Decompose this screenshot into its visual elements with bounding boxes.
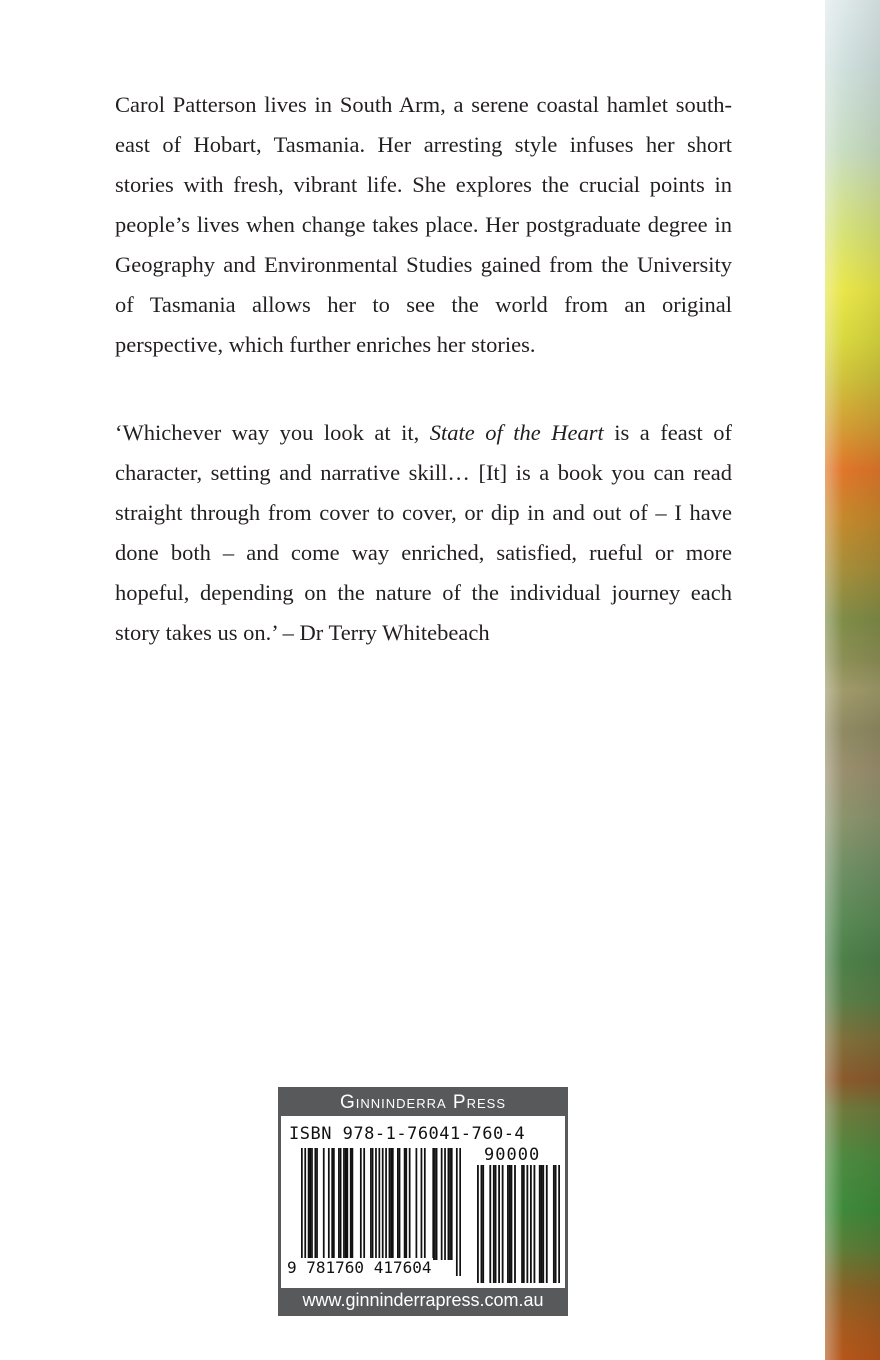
addon-bar: [530, 1165, 532, 1283]
barcode-bar: [340, 1148, 342, 1260]
barcode-bar: [350, 1148, 352, 1260]
barcode-bar: [308, 1148, 310, 1260]
barcode-bar: [456, 1148, 458, 1276]
addon-bar: [489, 1165, 491, 1283]
addon-bar: [477, 1165, 479, 1283]
addon-bar: [523, 1165, 525, 1283]
barcode-bar: [390, 1148, 392, 1260]
addon-barcode: [477, 1165, 560, 1283]
barcode-bar: [309, 1148, 311, 1260]
addon-bar: [482, 1165, 484, 1283]
addon-bar: [546, 1165, 548, 1283]
barcode-bar: [397, 1148, 399, 1260]
barcode-bar: [363, 1148, 365, 1260]
barcode-bar: [370, 1148, 372, 1260]
addon-bar: [498, 1165, 500, 1283]
barcode-bar: [421, 1148, 423, 1260]
barcode-bar: [375, 1148, 377, 1260]
isbn-text: ISBN 978-1-76041-760-4: [289, 1124, 526, 1144]
addon-bar: [502, 1165, 504, 1283]
barcode-bar: [345, 1148, 347, 1260]
barcode-bar: [441, 1148, 443, 1260]
addon-bar: [507, 1165, 509, 1283]
addon-bar: [539, 1165, 541, 1283]
barcode-bar: [404, 1148, 406, 1260]
publisher-name: Ginninderra Press: [281, 1090, 565, 1116]
addon-bar: [558, 1165, 560, 1283]
isbn-barcode-box: [278, 1087, 568, 1316]
barcode-bar: [392, 1148, 394, 1260]
barcode-bar: [343, 1148, 345, 1260]
addon-bar: [509, 1165, 511, 1283]
publisher-website: www.ginninderrapress.com.au: [281, 1288, 565, 1313]
addon-bar: [553, 1165, 555, 1283]
price-code: 90000: [484, 1145, 541, 1165]
barcode-bar: [416, 1148, 418, 1260]
barcode-bar: [399, 1148, 401, 1260]
book-title: State of the Heart: [429, 420, 604, 445]
barcode-bar: [459, 1148, 461, 1276]
addon-bar: [526, 1165, 528, 1283]
barcode-bar: [382, 1148, 384, 1276]
author-bio-text: Carol Patterson lives in South Arm, a serene coastal hamlet south-east of Hobart, Tasmania. Her arresting style infuses her short stories with fresh, vibrant life. She explores the crucial points in people’s lives when change takes place. Her postgraduate degree in Geography and Environmental Studies gained from the University of Tasmania allows her to see the world from an original perspective, which further enriches her stories.: [115, 92, 732, 357]
barcode-bar: [424, 1148, 426, 1260]
barcode-bar: [378, 1148, 380, 1276]
barcode-bar: [333, 1148, 335, 1260]
addon-bar: [521, 1165, 523, 1283]
ean-barcode: [301, 1148, 461, 1276]
addon-bar: [493, 1165, 495, 1283]
barcode-bar: [311, 1148, 313, 1260]
barcode-bar: [405, 1148, 407, 1260]
barcode-bar: [316, 1148, 318, 1260]
barcode-bar: [360, 1148, 362, 1260]
addon-bar: [555, 1165, 557, 1283]
barcode-bar: [314, 1148, 316, 1260]
addon-bar: [514, 1165, 516, 1283]
barcode-bar: [444, 1148, 446, 1260]
barcode-bar: [451, 1148, 453, 1260]
barcode-bar: [304, 1148, 306, 1276]
addon-bar: [495, 1165, 497, 1283]
barcode-bar: [338, 1148, 340, 1260]
addon-bar: [481, 1165, 483, 1283]
barcode-bar: [448, 1148, 450, 1260]
review-quote-opening: ‘Whichever way you look at it,: [115, 420, 430, 445]
barcode-bar: [436, 1148, 438, 1260]
barcode-bar: [301, 1148, 303, 1276]
addon-bar: [511, 1165, 513, 1283]
barcode-bar: [432, 1148, 434, 1260]
review-quote: [115, 413, 732, 653]
barcode-bar: [346, 1148, 348, 1260]
barcode-bar: [372, 1148, 374, 1260]
review-quote-body: is a feast of character, setting and narrative skill… [It] is a book you can read straight through from cover to cover, or dip in and out of – I have done both – and come way enriched, satisfied, rueful or more hopeful, depending on the nature of the individual journey each story takes us on.’ – Dr Terry Whitebeach: [115, 420, 732, 645]
barcode-bar: [409, 1148, 411, 1260]
barcode-bar: [385, 1148, 387, 1260]
addon-bar: [534, 1165, 536, 1283]
barcode-bar: [352, 1148, 354, 1260]
addon-bar: [542, 1165, 544, 1283]
barcode-bar: [328, 1148, 330, 1260]
addon-bar: [541, 1165, 543, 1283]
barcode-bar: [323, 1148, 325, 1260]
author-bio: [115, 85, 732, 365]
spine-artwork: [825, 0, 880, 1360]
barcode-bar: [449, 1148, 451, 1260]
barcode-bar: [389, 1148, 391, 1260]
barcode-bar: [331, 1148, 333, 1260]
ean-digits: 9 781760 417604: [287, 1258, 432, 1277]
barcode-bar: [434, 1148, 436, 1260]
